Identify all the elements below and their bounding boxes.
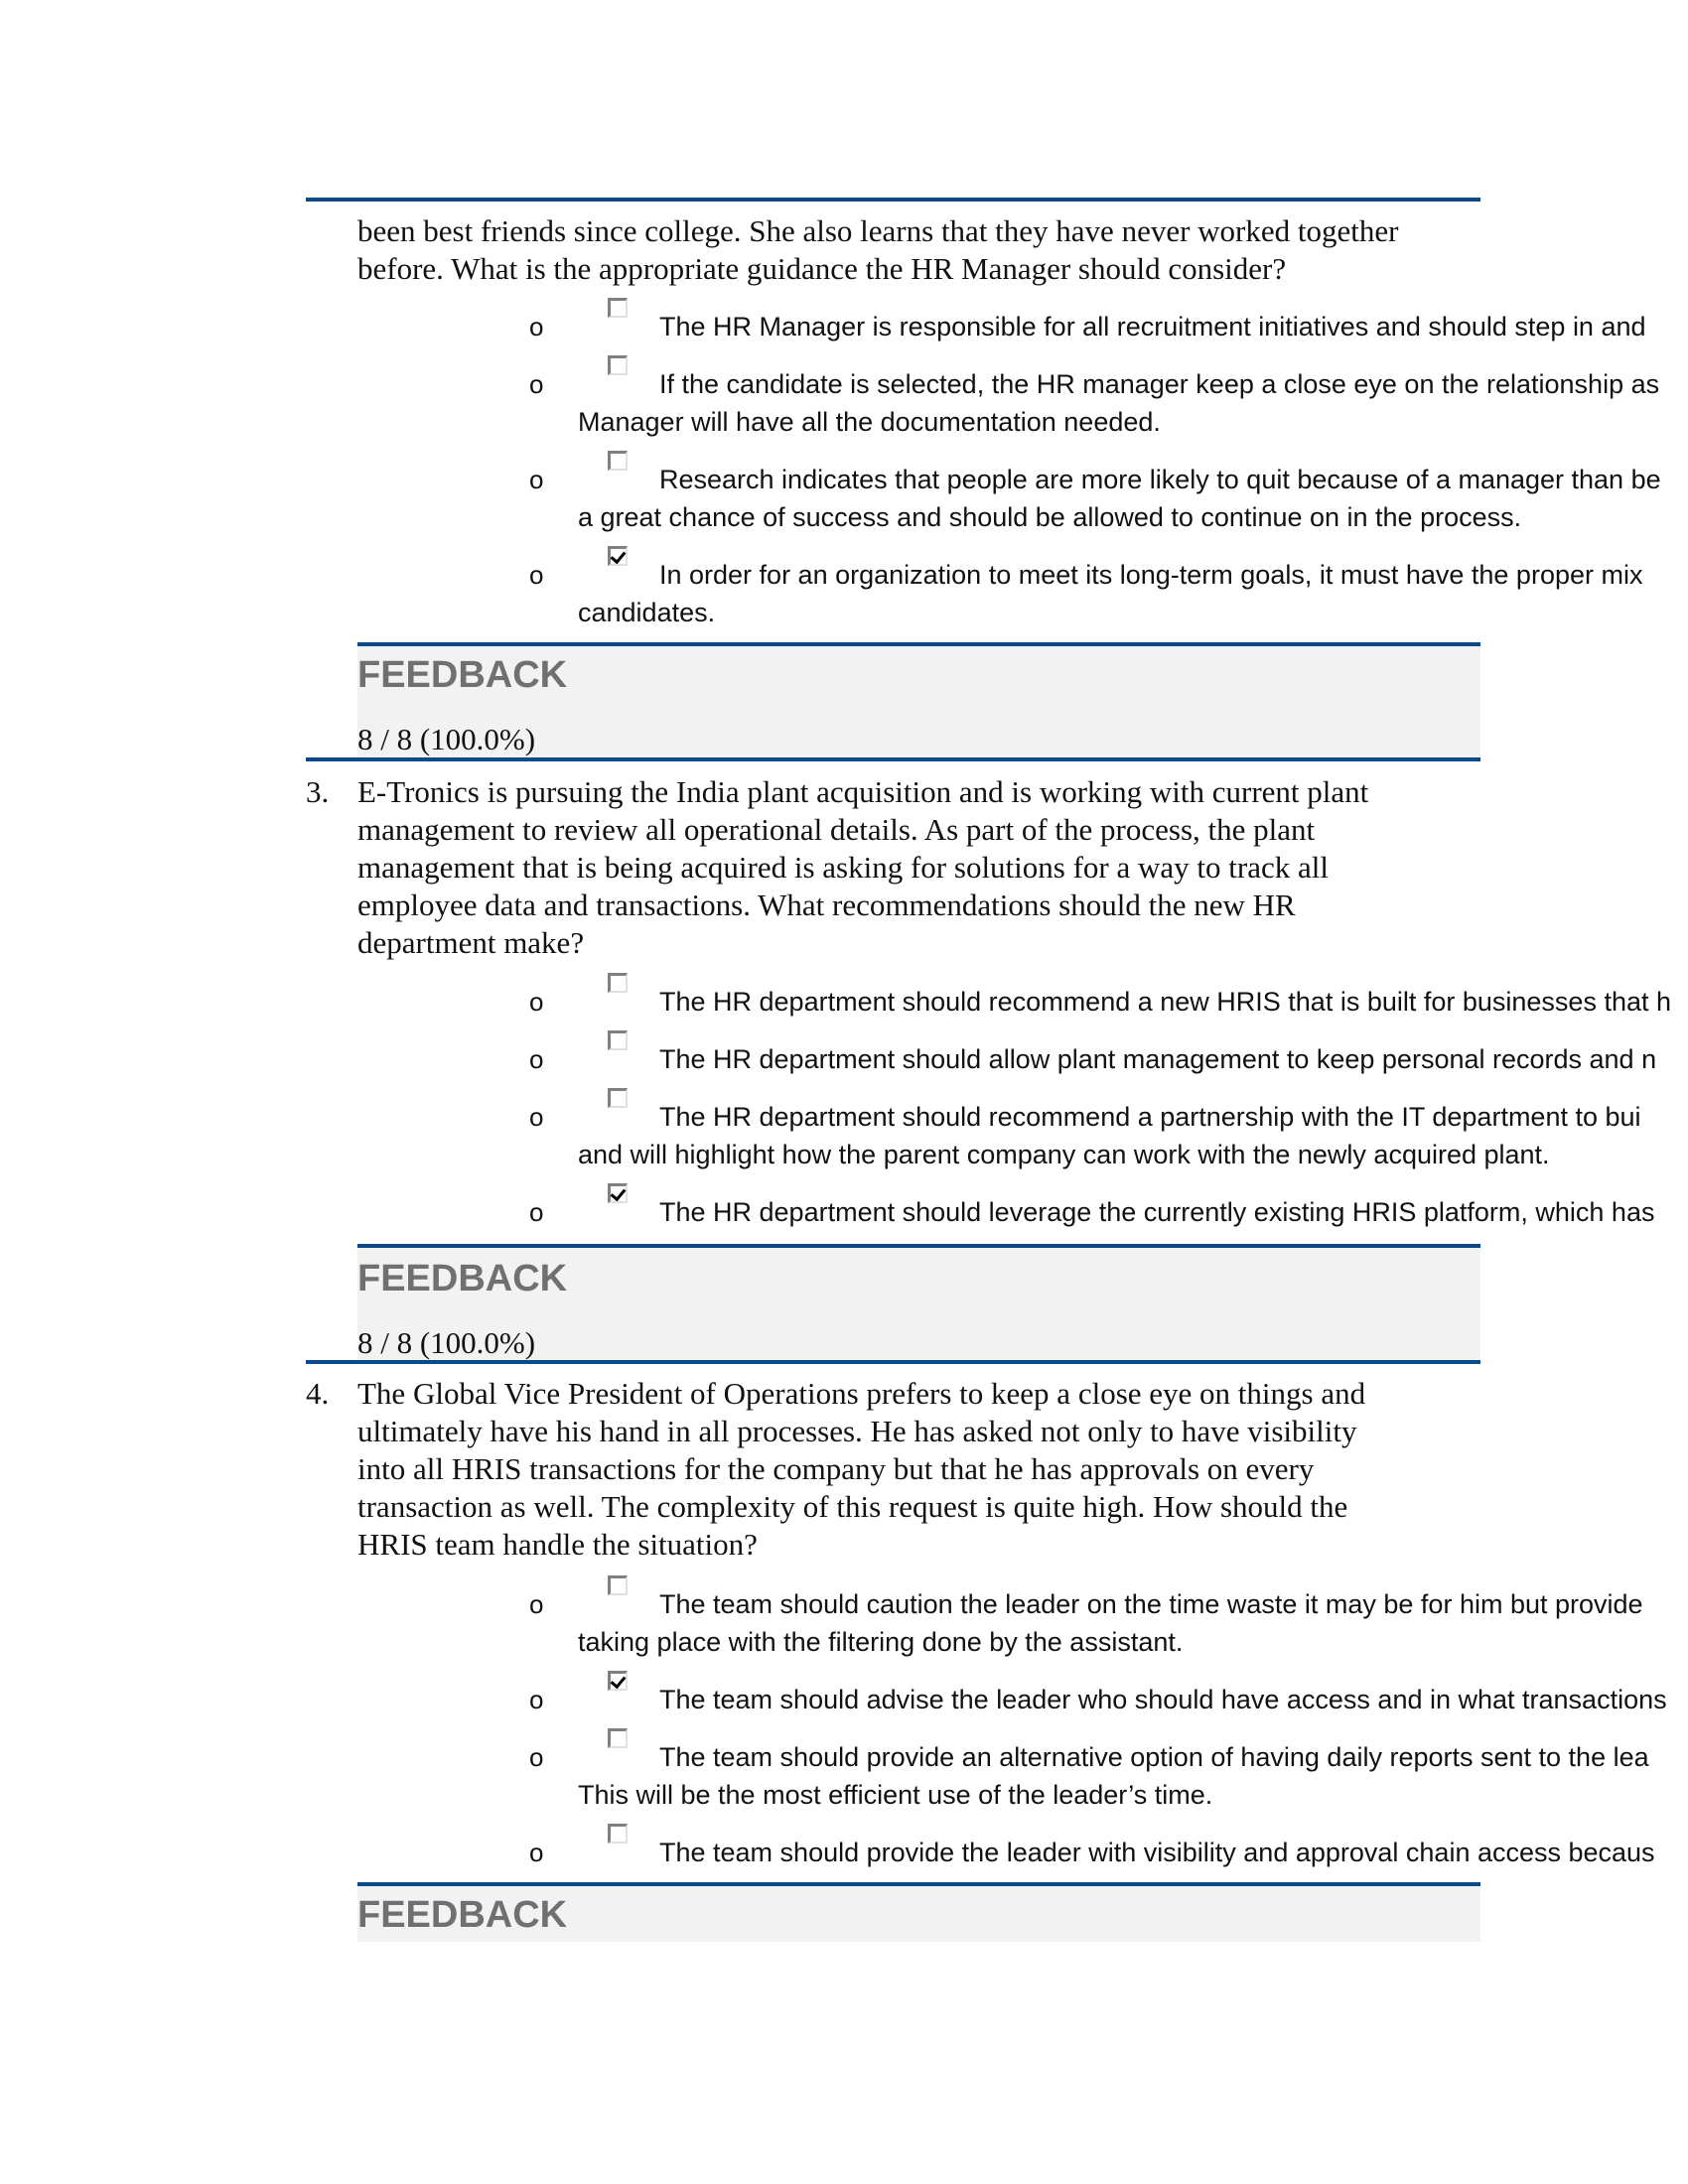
checkbox-checked-icon[interactable] (608, 1183, 628, 1203)
option-text-continued: Manager will have all the documentation needed. (578, 407, 1161, 437)
feedback-score: 8 / 8 (100.0%) (357, 722, 536, 756)
feedback-panel (357, 646, 1480, 757)
question-text-line: before. What is the appropriate guidance the HR Manager should consider? (357, 251, 1287, 286)
option-text-continued: a great chance of success and should be allowed to continue on in the process. (578, 502, 1522, 532)
feedback-score: 8 / 8 (100.0%) (357, 1325, 536, 1360)
bullet-o: o (529, 560, 544, 590)
checkbox-unchecked-icon[interactable] (608, 451, 628, 471)
question-text-line: E-Tronics is pursuing the India plant acquisition and is working with current plant (357, 774, 1369, 809)
bullet-o: o (529, 1838, 544, 1867)
option-text: The HR department should recommend a partnership with the IT department to bui (659, 1102, 1641, 1132)
bullet-o: o (529, 369, 544, 399)
question-4-text (357, 1375, 1484, 1564)
question-number: 3. (306, 774, 330, 809)
bullet-o: o (529, 1044, 544, 1074)
option-text-continued: This will be the most efficient use of the leader’s time. (578, 1780, 1213, 1810)
checkbox-checked-icon[interactable] (608, 546, 628, 566)
bullet-o: o (529, 312, 544, 341)
bullet-o: o (529, 987, 544, 1017)
checkbox-unchecked-icon[interactable] (608, 355, 628, 375)
question-text-line: employee data and transactions. What recommendations should the new HR (357, 887, 1296, 922)
feedback-panel (357, 1886, 1480, 1942)
option-text: The team should provide an alternative option of having daily reports sent to the lea (659, 1742, 1649, 1772)
question-text-line: into all HRIS transactions for the company but that he has approvals on every (357, 1451, 1315, 1486)
option-text: If the candidate is selected, the HR manager keep a close eye on the relationship as (659, 369, 1660, 399)
question-text-line: The Global Vice President of Operations prefers to keep a close eye on things and (357, 1376, 1366, 1411)
question-text-line: been best friends since college. She also learns that they have never worked together (357, 213, 1399, 248)
option-text-continued: and will highlight how the parent company can work with the newly acquired plant. (578, 1140, 1550, 1169)
option-text: In order for an organization to meet its long-term goals, it must have the proper mix (659, 560, 1643, 590)
option-text: The team should advise the leader who should have access and in what transactions (659, 1685, 1667, 1714)
section-divider (306, 198, 1480, 202)
feedback-title: FEEDBACK (357, 1894, 568, 1936)
bullet-o: o (529, 1589, 544, 1619)
feedback-title: FEEDBACK (357, 1258, 568, 1299)
checkbox-checked-icon[interactable] (608, 1671, 628, 1691)
question-text-line: HRIS team handle the situation? (357, 1527, 758, 1562)
checkbox-unchecked-icon[interactable] (608, 1030, 628, 1050)
feedback-title: FEEDBACK (357, 654, 568, 696)
bullet-o: o (529, 465, 544, 494)
question-text-line: department make? (357, 925, 585, 960)
question-3-text (357, 773, 1484, 962)
checkbox-unchecked-icon[interactable] (608, 298, 628, 318)
option-text: The HR Manager is responsible for all recruitment initiatives and should step in and (659, 312, 1646, 341)
option-text: Research indicates that people are more likely to quit because of a manager than be (659, 465, 1661, 494)
option-text: The HR department should leverage the currently existing HRIS platform, which has (659, 1197, 1655, 1227)
checkbox-unchecked-icon[interactable] (608, 1088, 628, 1108)
checkbox-unchecked-icon[interactable] (608, 1824, 628, 1843)
feedback-panel (357, 1248, 1480, 1361)
checkbox-unchecked-icon[interactable] (608, 1728, 628, 1748)
bullet-o: o (529, 1685, 544, 1714)
checkbox-unchecked-icon[interactable] (608, 1575, 628, 1595)
section-divider (306, 757, 1480, 761)
bullet-o: o (529, 1102, 544, 1132)
question-text-line: management that is being acquired is asking for solutions for a way to track all (357, 850, 1329, 885)
section-divider (306, 1360, 1480, 1364)
option-text: The team should caution the leader on the time waste it may be for him but provide (659, 1589, 1643, 1619)
option-text: The HR department should allow plant management to keep personal records and n (659, 1044, 1657, 1074)
question-text-line: management to review all operational details. As part of the process, the plant (357, 812, 1316, 847)
checkbox-unchecked-icon[interactable] (608, 973, 628, 993)
option-text: The team should provide the leader with visibility and approval chain access becaus (659, 1838, 1655, 1867)
bullet-o: o (529, 1742, 544, 1772)
question-text-line: ultimately have his hand in all processes. He has asked not only to have visibility (357, 1414, 1357, 1448)
question-2-text (357, 212, 1484, 288)
question-number: 4. (306, 1376, 330, 1411)
question-text-line: transaction as well. The complexity of this request is quite high. How should the (357, 1489, 1348, 1524)
bullet-o: o (529, 1197, 544, 1227)
option-text-continued: taking place with the filtering done by the assistant. (578, 1627, 1184, 1657)
option-text: The HR department should recommend a new HRIS that is built for businesses that h (659, 987, 1671, 1017)
option-text-continued: candidates. (578, 598, 716, 627)
